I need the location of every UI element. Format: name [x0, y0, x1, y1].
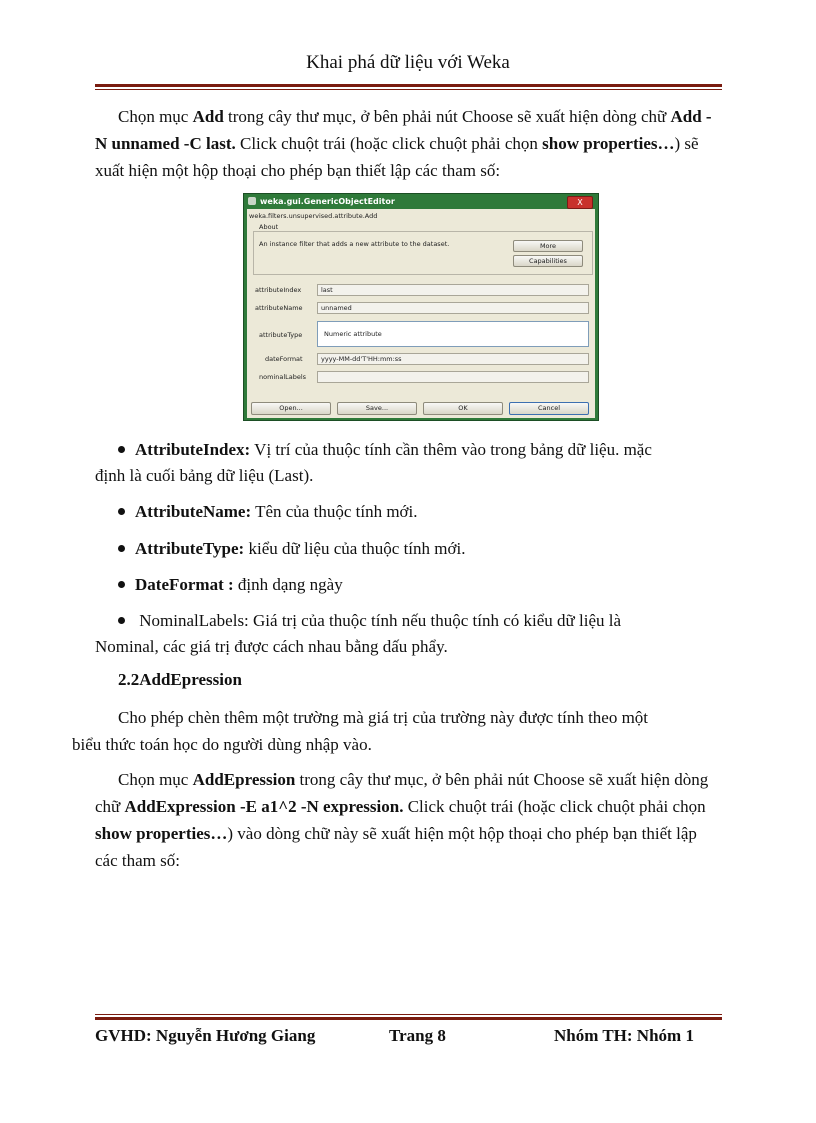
dialog-title: weka.gui.GenericObjectEditor: [260, 197, 395, 206]
bullet-date-format: DateFormat : định dạng ngày: [118, 571, 718, 598]
attribute-type-label: attributeType: [259, 331, 303, 339]
ok-button[interactable]: OK: [423, 402, 503, 415]
date-format-label: dateFormat: [265, 355, 303, 363]
footer-group: Nhóm TH: Nhóm 1: [554, 1026, 694, 1045]
bullet-dot: [118, 446, 125, 453]
footer-rule-thick: [95, 1017, 722, 1020]
bullet-nominal-labels: NominalLabels: Giá trị của thuộc tính nếu thuộc tính có kiểu dữ liệu là: [118, 607, 718, 634]
nominal-labels-input[interactable]: [317, 371, 589, 383]
about-panel: [253, 231, 593, 275]
section-heading: 2.2AddEpression: [118, 670, 242, 689]
java-app-icon: [248, 197, 256, 205]
dialog-title-bar: [244, 194, 598, 209]
attribute-index-label: attributeIndex: [255, 286, 302, 294]
bullet-dot: [118, 545, 125, 552]
intro-paragraph: Chọn mục Add trong cây thư mục, ở bên phải nút Choose sẽ xuất hiện dòng chữ Add -N unnamed -C last. Click chuột trái (hoặc click chuột phải chọn show properties…) sẽ xuất hiện một hộp thoại cho phép bạn thiết lập các tham số:: [95, 107, 712, 180]
dialog-body: [247, 209, 595, 418]
attribute-name-label: attributeName: [255, 304, 303, 312]
bullet-attribute-index: AttributeIndex: Vị trí của thuộc tính cần thêm vào trong bảng dữ liệu. mặc: [118, 436, 718, 463]
more-button[interactable]: More: [513, 240, 583, 252]
bullet-nominal-labels-cont: Nominal, các giá trị được cách nhau bằng dấu phẩy.: [95, 637, 448, 656]
generic-object-editor-dialog: [243, 193, 599, 421]
footer-advisor: GVHD: Nguyễn Hương Giang: [95, 1026, 316, 1045]
attribute-name-input[interactable]: unnamed: [317, 302, 589, 314]
section-paragraph-1: Cho phép chèn thêm một trường mà giá trị của trường này được tính theo một biểu thức toán học do người dùng nhập vào.: [72, 708, 649, 754]
footer-page-number: Trang 8: [389, 1026, 446, 1045]
close-button[interactable]: X: [567, 196, 593, 209]
open-button[interactable]: Open...: [251, 402, 331, 415]
header-rule-thin: [95, 89, 722, 90]
about-text: An instance filter that adds a new attribute to the dataset.: [259, 240, 450, 248]
bullet-dot: [118, 581, 125, 588]
footer-rule-thin: [95, 1014, 722, 1015]
save-button[interactable]: Save...: [337, 402, 417, 415]
bullet-attribute-index-cont: định là cuối bảng dữ liệu (Last).: [95, 466, 314, 485]
date-format-input[interactable]: yyyy-MM-dd'T'HH:mm:ss: [317, 353, 589, 365]
bullet-attribute-name: AttributeName: Tên của thuộc tính mới.: [118, 498, 718, 525]
filter-class-path: weka.filters.unsupervised.attribute.Add: [249, 212, 378, 220]
section-paragraph-2: Chọn mục AddEpression trong cây thư mục, ở bên phải nút Choose sẽ xuất hiện dòng chữ AddExpression -E a1^2 -N expression. Click chuột trái (hoặc click chuột phải chọn show properties…) vào dòng chữ này sẽ xuất hiện một hộp thoại cho phép bạn thiết lập các tham số:: [95, 770, 709, 870]
nominal-labels-label: nominalLabels: [259, 373, 307, 381]
header-rule-thick: [95, 84, 722, 87]
bullet-attribute-type: AttributeType: kiểu dữ liệu của thuộc tính mới.: [118, 535, 718, 562]
cancel-button[interactable]: Cancel: [509, 402, 589, 415]
page-header-title: Khai phá dữ liệu với Weka: [306, 52, 510, 73]
about-label: About: [259, 223, 279, 231]
attribute-index-input[interactable]: last: [317, 284, 589, 296]
bullet-dot: [118, 617, 125, 624]
attribute-type-select[interactable]: Numeric attribute: [317, 321, 589, 347]
bullet-dot: [118, 508, 125, 515]
capabilities-button[interactable]: Capabilities: [513, 255, 583, 267]
